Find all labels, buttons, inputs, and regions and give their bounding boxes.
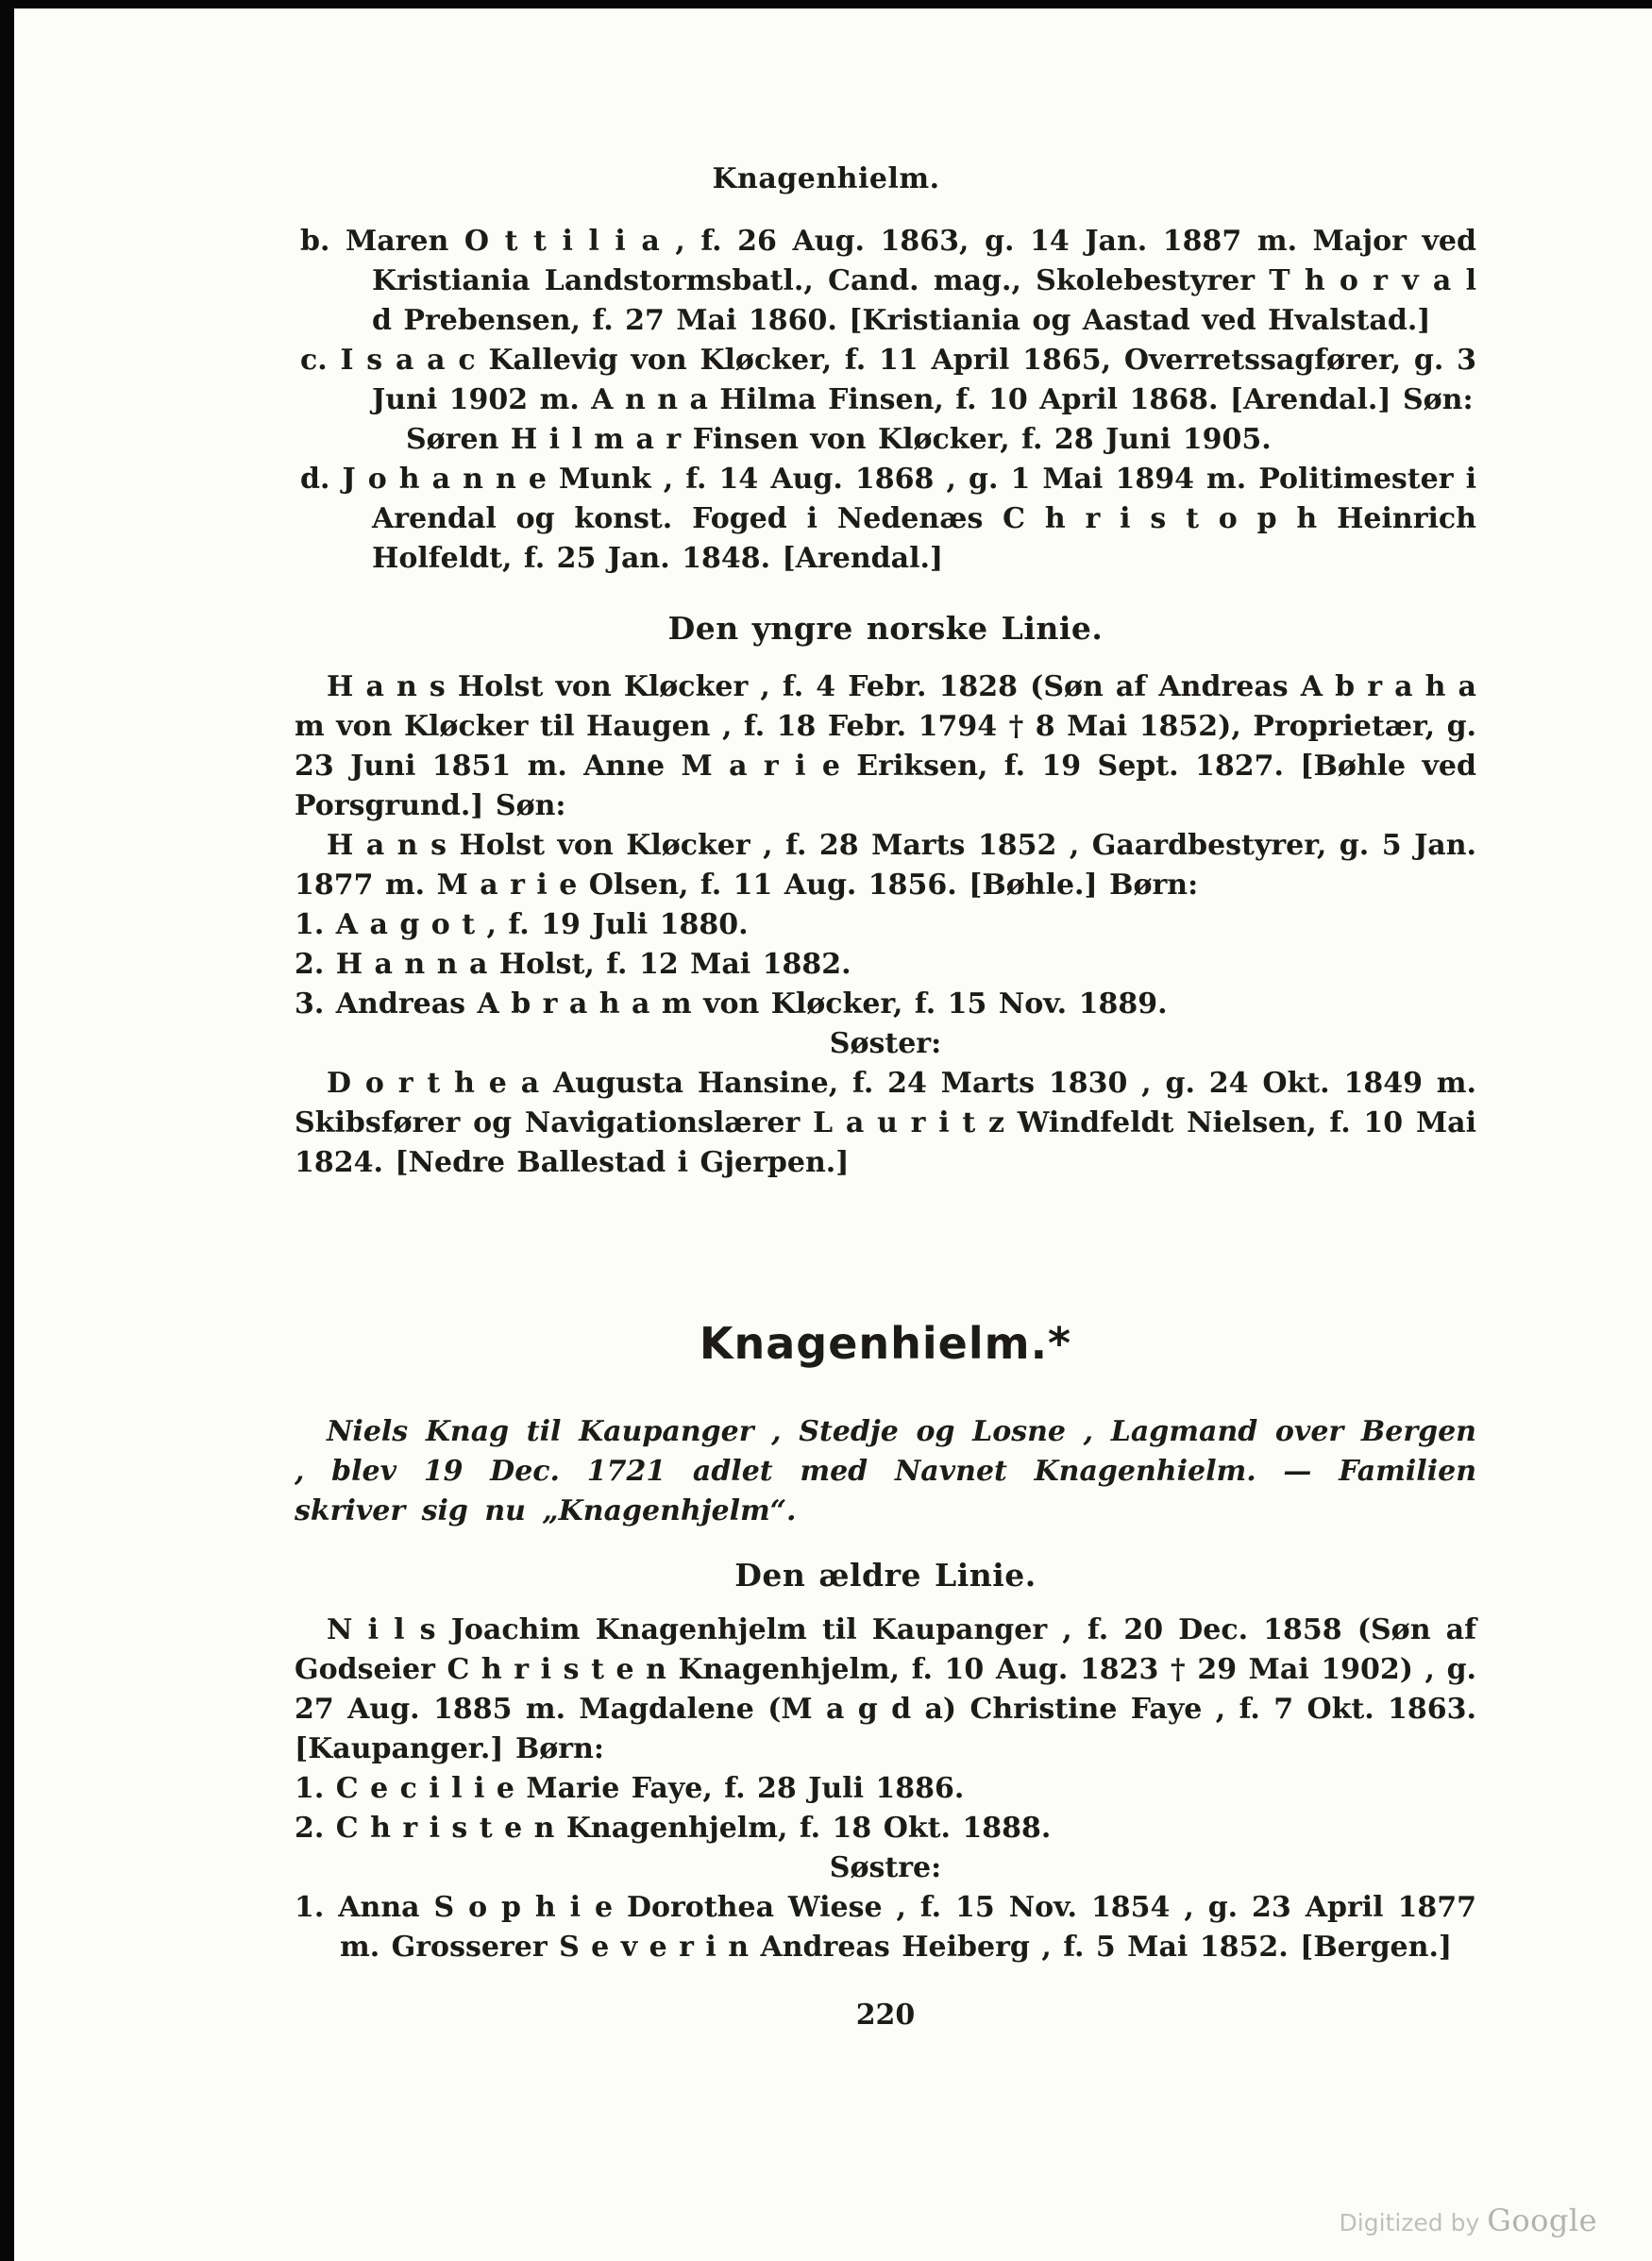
running-header: Knagenhielm.	[712, 162, 940, 195]
google-watermark	[1340, 2202, 1597, 2238]
page-content	[295, 222, 1476, 2035]
younger-line-child-3: 3. Andreas A b r a h a m von Kløcker, f. 15 Nov. 1889.	[295, 987, 1168, 1021]
entry-c-isaac-kallevig: c. I s a a c Kallevig von Kløcker, f. 11 April 1865, Overretssagfører, g. 3 Juni 1902 m. A n n a Hilma Finsen, f. 10 April 1868. [Arendal.] Søn:	[300, 344, 1476, 416]
younger-line-paragraph-1: H a n s Holst von Kløcker , f. 4 Febr. 1828 (Søn af Andreas A b r a h a m von Kløcker til Haugen , f. 18 Febr. 1794 † 8 Mai 1852), Proprietær, g. 23 Juni 1851 m. Anne M a r i e Eriksen, f. 19 Sept. 1827. [Bøhle ved Porsgrund.] Søn:	[295, 670, 1476, 823]
younger-line-child-1: 1. A a g o t , f. 19 Juli 1880.	[295, 908, 749, 942]
watermark-prefix: Digitized by	[1339, 2209, 1480, 2236]
sister-label: Søster:	[829, 1027, 942, 1061]
younger-line-paragraph-2: H a n s Holst von Kløcker , f. 28 Marts 1852 , Gaardbestyrer, g. 5 Jan. 1877 m. M a r i e Olsen, f. 11 Aug. 1856. [Bøhle.] Børn:	[295, 829, 1476, 903]
entry-b-maren-ottilia: b. Maren O t t i l i a , f. 26 Aug. 1863, g. 14 Jan. 1887 m. Major ved Kristiania Landstormsbatl., Cand. mag., Skolebestyrer T h o r v a l d Prebensen, f. 27 Mai 1860. [Kristiania og Aastad ved Hvalstad.]	[300, 225, 1476, 337]
entry-c-son-line: Søren H i l m a r Finsen von Kløcker, f. 28 Juni 1905.	[406, 423, 1272, 456]
elder-line-sister-1: 1. Anna S o p h i e Dorothea Wiese , f. 15 Nov. 1854 , g. 23 April 1877 m. Grosserer S e v e r i n Andreas Heiberg , f. 5 Mai 1852. [Bergen.]	[295, 1890, 1476, 1964]
sisters-label: Søstre:	[829, 1850, 942, 1884]
younger-line-child-2: 2. H a n n a Holst, f. 12 Mai 1882.	[295, 948, 851, 982]
knagenhielm-intro: Niels Knag til Kaupanger , Stedje og Losne , Lagmand over Bergen , blev 19 Dec. 1721 adlet med Navnet Knagenhielm. — Familien skriver sig nu „Knagenhjelm“.	[295, 1414, 1476, 1527]
elder-line-child-2: 2. C h r i s t e n Knagenhjelm, f. 18 Okt. 1888.	[295, 1811, 1052, 1845]
heading-younger-norwegian-line: Den yngre norske Linie.	[667, 610, 1104, 647]
heading-knagenhielm-family: Knagenhielm.*	[699, 1318, 1072, 1370]
page-number: 220	[855, 1998, 916, 2032]
heading-elder-line: Den ældre Linie.	[734, 1556, 1037, 1594]
elder-line-child-1: 1. C e c i l i e Marie Faye, f. 28 Juli 1886.	[295, 1771, 965, 1805]
sister-paragraph: D o r t h e a Augusta Hansine, f. 24 Marts 1830 , g. 24 Okt. 1849 m. Skibsfører og Navigationslærer L a u r i t z Windfeldt Nielsen, f. 10 Mai 1824. [Nedre Ballestad i Gjerpen.]	[295, 1067, 1476, 1180]
elder-line-paragraph: N i l s Joachim Knagenhjelm til Kaupanger , f. 20 Dec. 1858 (Søn af Godseier C h r i s t e n Knagenhjelm, f. 10 Aug. 1823 † 29 Mai 1902) , g. 27 Aug. 1885 m. Magdalene (M a g d a) Christine Faye , f. 7 Okt. 1863. [Kaupanger.] Børn:	[295, 1612, 1476, 1765]
entry-d-johanne-munk: d. J o h a n n e Munk , f. 14 Aug. 1868 , g. 1 Mai 1894 m. Politimester i Arendal og konst. Foged i Nedenæs C h r i s t o p h Heinrich Holfeldt, f. 25 Jan. 1848. [Arendal.]	[300, 463, 1476, 575]
google-logo: Google	[1487, 2202, 1597, 2238]
